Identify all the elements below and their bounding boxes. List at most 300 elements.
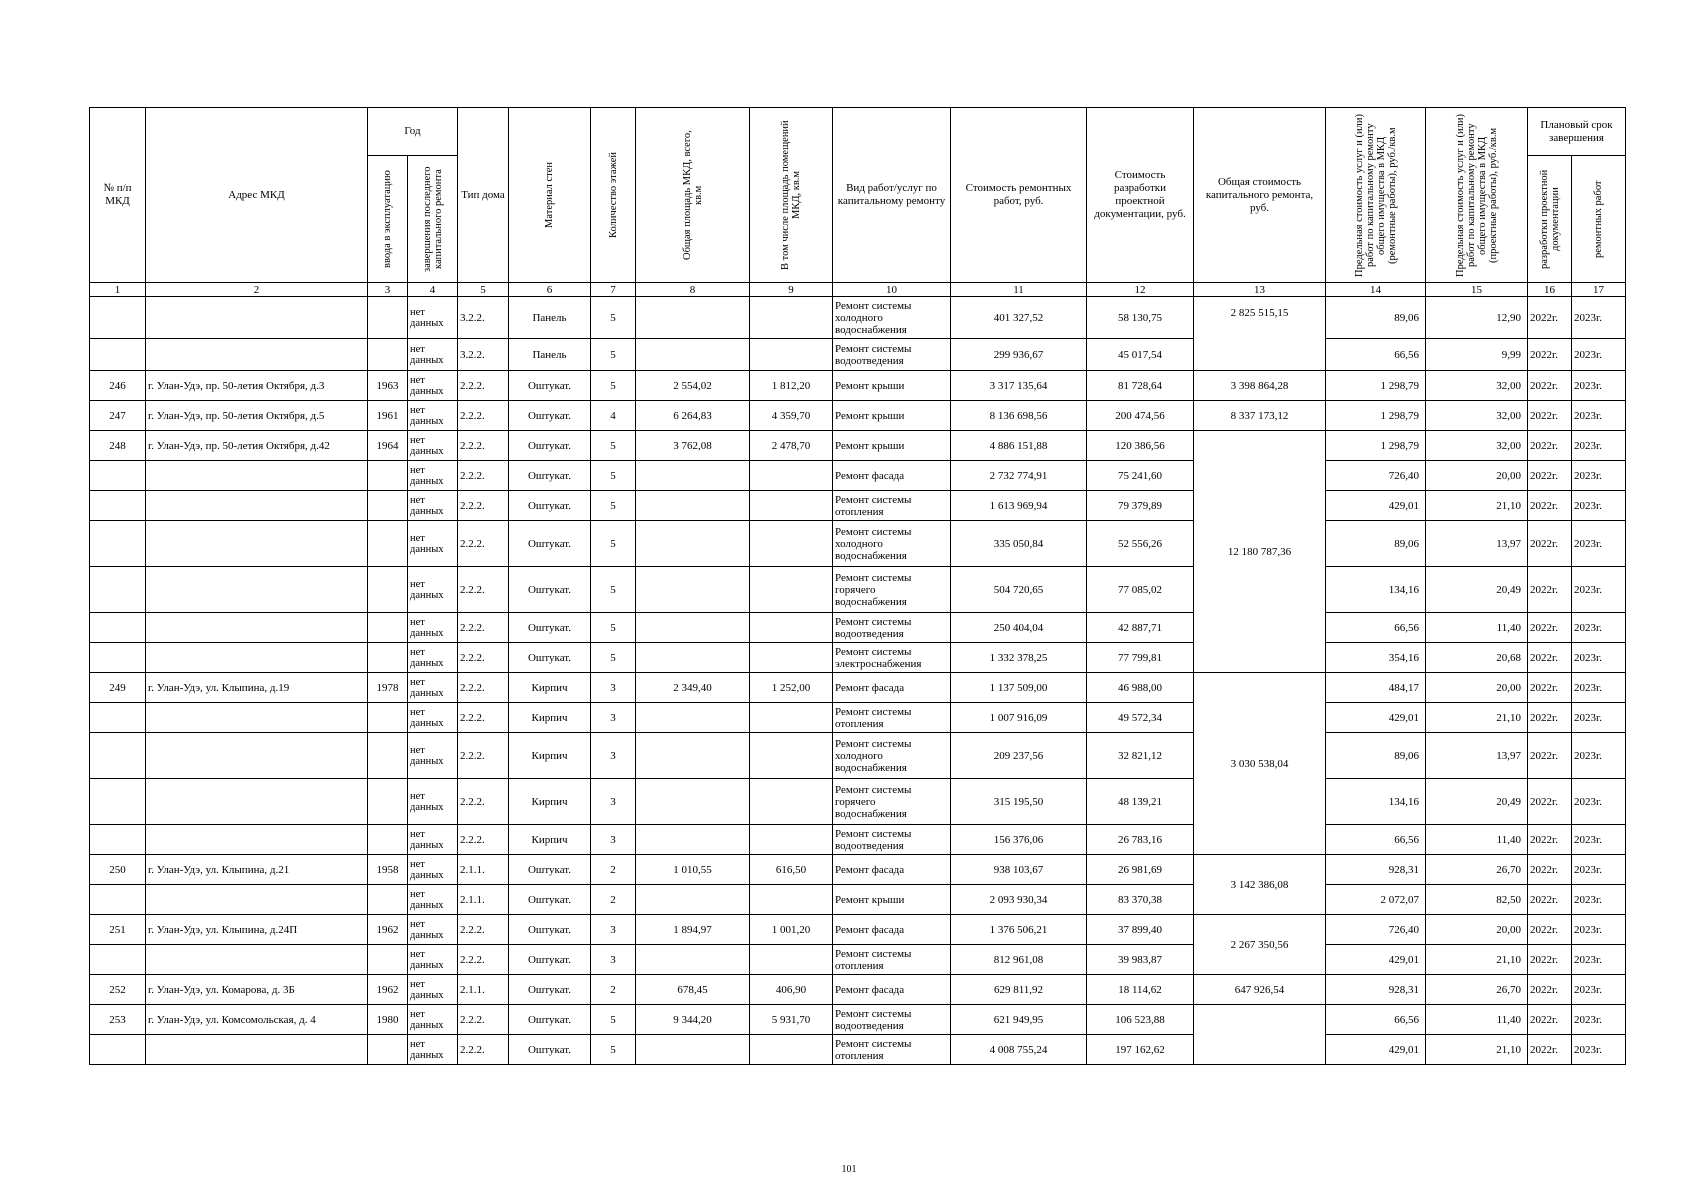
cell-number [90,521,146,567]
cell-limit-repair: 89,06 [1326,521,1426,567]
table-row [90,431,1626,461]
cell-repair-cost: 4 008 755,24 [951,1035,1087,1065]
cell-year-last-repair: нет данных [408,733,458,779]
column-number: 6 [509,283,591,297]
header-n: № п/п МКД [90,108,146,283]
cell-term-repair: 2023г. [1572,371,1626,401]
table-row [90,825,1626,855]
cell-year-last-repair: нет данных [408,401,458,431]
cell-limit-repair: 134,16 [1326,779,1426,825]
cell-total-area [636,643,750,673]
cell-year-last-repair: нет данных [408,613,458,643]
cell-design-cost: 42 887,71 [1087,613,1194,643]
table-row [90,915,1626,945]
cell-work-type: Ремонт системы электроснабжения [833,643,951,673]
cell-total-area: 1 894,97 [636,915,750,945]
cell-year-commission [368,521,408,567]
cell-limit-design: 12,90 [1426,297,1528,339]
cell-year-commission [368,1035,408,1065]
column-number: 7 [591,283,636,297]
cell-limit-design: 11,40 [1426,825,1528,855]
cell-year-last-repair: нет данных [408,673,458,703]
cell-term-design: 2022г. [1528,885,1572,915]
cell-premises-area: 1 001,20 [750,915,833,945]
cell-limit-design: 32,00 [1426,431,1528,461]
cell-address [146,521,368,567]
cell-total-area [636,825,750,855]
cell-floors: 5 [591,491,636,521]
cell-term-design: 2022г. [1528,703,1572,733]
cell-term-repair: 2023г. [1572,401,1626,431]
table-row [90,733,1626,779]
cell-total-cost: 12 180 787,36 [1194,431,1326,673]
cell-term-repair: 2023г. [1572,779,1626,825]
cell-wall-material: Оштукат. [509,401,591,431]
cell-design-cost: 45 017,54 [1087,339,1194,371]
cell-number [90,613,146,643]
cell-total-area [636,491,750,521]
cell-address: г. Улан-Удэ, ул. Комсомольская, д. 4 [146,1005,368,1035]
cell-year-commission: 1961 [368,401,408,431]
cell-limit-repair: 484,17 [1326,673,1426,703]
cell-term-design: 2022г. [1528,945,1572,975]
cell-house-type: 2.1.1. [458,885,509,915]
header-wall-material [509,108,591,283]
cell-house-type: 2.2.2. [458,779,509,825]
cell-limit-design: 82,50 [1426,885,1528,915]
cell-address [146,643,368,673]
cell-work-type: Ремонт крыши [833,885,951,915]
cell-floors: 3 [591,915,636,945]
cell-total-cost: 3 398 864,28 [1194,371,1326,401]
header-repair-cost: Стоимость ремонтных работ, руб. [951,108,1087,283]
cell-premises-area [750,733,833,779]
cell-premises-area: 1 252,00 [750,673,833,703]
cell-wall-material: Оштукат. [509,431,591,461]
cell-term-design: 2022г. [1528,825,1572,855]
cell-term-repair: 2023г. [1572,567,1626,613]
cell-limit-design: 13,97 [1426,521,1528,567]
cell-number: 247 [90,401,146,431]
cell-premises-area [750,297,833,339]
cell-number [90,461,146,491]
cell-wall-material: Оштукат. [509,1005,591,1035]
cell-repair-cost: 629 811,92 [951,975,1087,1005]
cell-house-type: 3.2.2. [458,297,509,339]
header-planned-term: Плановый срок завершения [1528,108,1626,156]
cell-address [146,1035,368,1065]
cell-house-type: 2.2.2. [458,613,509,643]
cell-year-commission [368,339,408,371]
cell-limit-design: 21,10 [1426,491,1528,521]
cell-limit-repair: 89,06 [1326,733,1426,779]
cell-address [146,613,368,643]
cell-wall-material: Оштукат. [509,521,591,567]
cell-address [146,779,368,825]
cell-wall-material: Оштукат. [509,567,591,613]
cell-limit-repair: 66,56 [1326,613,1426,643]
cell-premises-area [750,945,833,975]
cell-year-last-repair: нет данных [408,885,458,915]
header-limit-design [1426,108,1528,283]
cell-premises-area [750,703,833,733]
table-body [90,297,1626,1065]
cell-term-repair: 2023г. [1572,613,1626,643]
cell-design-cost: 52 556,26 [1087,521,1194,567]
cell-term-design: 2022г. [1528,779,1572,825]
cell-floors: 5 [591,521,636,567]
cell-limit-design: 21,10 [1426,703,1528,733]
cell-house-type: 2.2.2. [458,1005,509,1035]
cell-limit-repair: 1 298,79 [1326,431,1426,461]
cell-term-design: 2022г. [1528,673,1572,703]
cell-repair-cost: 1 007 916,09 [951,703,1087,733]
cell-number: 249 [90,673,146,703]
cell-year-commission [368,733,408,779]
cell-limit-repair: 89,06 [1326,297,1426,339]
cell-work-type: Ремонт фасада [833,461,951,491]
cell-work-type: Ремонт системы отопления [833,1035,951,1065]
cell-address [146,885,368,915]
cell-term-design: 2022г. [1528,975,1572,1005]
column-number: 12 [1087,283,1194,297]
cell-repair-cost: 1 613 969,94 [951,491,1087,521]
cell-premises-area [750,491,833,521]
cell-number [90,733,146,779]
cell-house-type: 3.2.2. [458,339,509,371]
cell-number: 252 [90,975,146,1005]
cell-term-design: 2022г. [1528,855,1572,885]
cell-limit-design: 20,49 [1426,567,1528,613]
cell-year-commission [368,297,408,339]
cell-address: г. Улан-Удэ, ул. Клыпина, д.24П [146,915,368,945]
cell-design-cost: 26 981,69 [1087,855,1194,885]
cell-repair-cost: 2 732 774,91 [951,461,1087,491]
table-row [90,401,1626,431]
header-year-commission-text: ввода в эксплуатацию [382,170,393,268]
cell-premises-area [750,339,833,371]
cell-wall-material: Оштукат. [509,371,591,401]
cell-limit-repair: 429,01 [1326,945,1426,975]
column-number: 9 [750,283,833,297]
cell-term-repair: 2023г. [1572,855,1626,885]
cell-repair-cost: 1 376 506,21 [951,915,1087,945]
cell-premises-area [750,643,833,673]
cell-limit-design: 26,70 [1426,855,1528,885]
cell-work-type: Ремонт системы водоотведения [833,613,951,643]
cell-total-cost: 3 030 538,04 [1194,673,1326,855]
cell-year-last-repair: нет данных [408,855,458,885]
cell-address: г. Улан-Удэ, пр. 50-летия Октября, д.3 [146,371,368,401]
table-row [90,1035,1626,1065]
header-term-repair [1572,156,1626,283]
cell-year-last-repair: нет данных [408,521,458,567]
cell-term-design: 2022г. [1528,371,1572,401]
cell-floors: 5 [591,371,636,401]
cell-term-design: 2022г. [1528,521,1572,567]
cell-floors: 3 [591,673,636,703]
cell-work-type: Ремонт системы горячего водоснабжения [833,779,951,825]
cell-total-area [636,521,750,567]
cell-limit-design: 32,00 [1426,401,1528,431]
cell-design-cost: 32 821,12 [1087,733,1194,779]
cell-year-last-repair: нет данных [408,703,458,733]
table-row [90,461,1626,491]
cell-wall-material: Оштукат. [509,643,591,673]
cell-address [146,945,368,975]
cell-house-type: 2.2.2. [458,1035,509,1065]
cell-design-cost: 77 799,81 [1087,643,1194,673]
cell-number [90,1035,146,1065]
cell-year-commission: 1978 [368,673,408,703]
cell-house-type: 2.2.2. [458,733,509,779]
cell-address [146,703,368,733]
cell-floors: 3 [591,779,636,825]
cell-number [90,885,146,915]
cell-total-area [636,297,750,339]
cell-premises-area: 2 478,70 [750,431,833,461]
cell-floors: 5 [591,1005,636,1035]
page-number: 101 [841,1164,857,1175]
cell-design-cost: 58 130,75 [1087,297,1194,339]
cell-total-area [636,339,750,371]
cell-floors: 5 [591,339,636,371]
cell-total-area [636,885,750,915]
cell-premises-area [750,521,833,567]
cell-limit-repair: 66,56 [1326,825,1426,855]
header-floors-text: Количество этажей [607,152,619,238]
cell-premises-area [750,461,833,491]
cell-repair-cost: 209 237,56 [951,733,1087,779]
header-term-design-text: разработки проектной документации [1538,169,1561,269]
cell-limit-design: 20,00 [1426,673,1528,703]
cell-limit-design: 11,40 [1426,1005,1528,1035]
cell-total-area [636,613,750,643]
cell-year-last-repair: нет данных [408,779,458,825]
header-total-area [636,108,750,283]
cell-limit-repair: 66,56 [1326,339,1426,371]
cell-number [90,643,146,673]
cell-address [146,461,368,491]
cell-repair-cost: 3 317 135,64 [951,371,1087,401]
table-row [90,297,1626,339]
cell-term-repair: 2023г. [1572,339,1626,371]
header-year: Год [368,108,458,156]
cell-limit-repair: 1 298,79 [1326,371,1426,401]
cell-term-design: 2022г. [1528,1005,1572,1035]
cell-premises-area [750,567,833,613]
cell-address: г. Улан-Удэ, пр. 50-летия Октября, д.42 [146,431,368,461]
register-table-container [89,107,1626,1065]
cell-design-cost: 81 728,64 [1087,371,1194,401]
cell-address [146,491,368,521]
cell-floors: 2 [591,855,636,885]
cell-design-cost: 197 162,62 [1087,1035,1194,1065]
cell-number: 251 [90,915,146,945]
cell-total-area: 2 349,40 [636,673,750,703]
cell-wall-material: Панель [509,339,591,371]
cell-limit-repair: 726,40 [1326,915,1426,945]
cell-premises-area [750,613,833,643]
column-number: 13 [1194,283,1326,297]
cell-house-type: 2.2.2. [458,673,509,703]
cell-floors: 2 [591,975,636,1005]
cell-floors: 3 [591,825,636,855]
cell-design-cost: 49 572,34 [1087,703,1194,733]
cell-floors: 5 [591,643,636,673]
cell-year-last-repair: нет данных [408,945,458,975]
cell-year-last-repair: нет данных [408,1005,458,1035]
cell-address [146,733,368,779]
cell-term-repair: 2023г. [1572,915,1626,945]
cell-limit-repair: 429,01 [1326,703,1426,733]
cell-total-cost: 2 267 350,56 [1194,915,1326,975]
cell-limit-design: 20,68 [1426,643,1528,673]
cell-year-last-repair: нет данных [408,1035,458,1065]
cell-year-commission [368,613,408,643]
cell-term-design: 2022г. [1528,401,1572,431]
cell-term-repair: 2023г. [1572,975,1626,1005]
cell-term-repair: 2023г. [1572,521,1626,567]
cell-premises-area [750,1035,833,1065]
cell-limit-design: 32,00 [1426,371,1528,401]
cell-term-repair: 2023г. [1572,825,1626,855]
cell-term-design: 2022г. [1528,339,1572,371]
cell-premises-area [750,825,833,855]
cell-work-type: Ремонт крыши [833,401,951,431]
table-row [90,339,1626,371]
cell-design-cost: 48 139,21 [1087,779,1194,825]
column-number: 11 [951,283,1087,297]
table-row [90,779,1626,825]
header-year-last-repair-text: завершения последнего капитального ремонта [421,166,444,272]
cell-total-cost: 647 926,54 [1194,975,1326,1005]
cell-year-last-repair: нет данных [408,297,458,339]
column-number: 4 [408,283,458,297]
table-row [90,491,1626,521]
column-number: 14 [1326,283,1426,297]
cell-work-type: Ремонт системы водоотведения [833,1005,951,1035]
cell-address [146,825,368,855]
cell-house-type: 2.2.2. [458,915,509,945]
cell-design-cost: 77 085,02 [1087,567,1194,613]
cell-term-repair: 2023г. [1572,945,1626,975]
cell-term-repair: 2023г. [1572,1035,1626,1065]
cell-number [90,297,146,339]
cell-address: г. Улан-Удэ, ул. Клыпина, д.21 [146,855,368,885]
cell-limit-design: 26,70 [1426,975,1528,1005]
cell-wall-material: Кирпич [509,779,591,825]
cell-design-cost: 200 474,56 [1087,401,1194,431]
cell-year-commission: 1958 [368,855,408,885]
cell-year-commission [368,779,408,825]
cell-repair-cost: 335 050,84 [951,521,1087,567]
cell-house-type: 2.2.2. [458,567,509,613]
cell-total-area: 1 010,55 [636,855,750,885]
cell-total-cost [1194,1005,1326,1065]
header-work-type: Вид работ/услуг по капитальному ремонту [833,108,951,283]
cell-work-type: Ремонт системы холодного водоснабжения [833,521,951,567]
cell-repair-cost: 250 404,04 [951,613,1087,643]
cell-term-design: 2022г. [1528,643,1572,673]
cell-limit-repair: 429,01 [1326,1035,1426,1065]
header-year-last-repair [408,156,458,283]
cell-work-type: Ремонт системы отопления [833,945,951,975]
cell-number: 250 [90,855,146,885]
cell-number [90,491,146,521]
cell-premises-area: 5 931,70 [750,1005,833,1035]
cell-year-commission: 1963 [368,371,408,401]
cell-house-type: 2.2.2. [458,703,509,733]
cell-term-design: 2022г. [1528,431,1572,461]
cell-house-type: 2.2.2. [458,491,509,521]
cell-premises-area: 616,50 [750,855,833,885]
cell-limit-design: 13,97 [1426,733,1528,779]
header-year-commission [368,156,408,283]
cell-total-area: 3 762,08 [636,431,750,461]
cell-wall-material: Кирпич [509,703,591,733]
cell-number: 253 [90,1005,146,1035]
cell-term-design: 2022г. [1528,461,1572,491]
table-row [90,855,1626,885]
cell-repair-cost: 621 949,95 [951,1005,1087,1035]
cell-total-area [636,1035,750,1065]
cell-year-last-repair: нет данных [408,825,458,855]
cell-premises-area [750,885,833,915]
header-house-type: Тип дома [458,108,509,283]
cell-work-type: Ремонт системы отопления [833,491,951,521]
cell-year-commission: 1964 [368,431,408,461]
cell-term-repair: 2023г. [1572,673,1626,703]
cell-design-cost: 79 379,89 [1087,491,1194,521]
cell-year-last-repair: нет данных [408,339,458,371]
cell-repair-cost: 938 103,67 [951,855,1087,885]
cell-repair-cost: 504 720,65 [951,567,1087,613]
cell-limit-design: 9,99 [1426,339,1528,371]
cell-work-type: Ремонт системы горячего водоснабжения [833,567,951,613]
capital-repair-table [89,107,1626,1065]
cell-work-type: Ремонт системы холодного водоснабжения [833,297,951,339]
cell-design-cost: 75 241,60 [1087,461,1194,491]
table-row [90,975,1626,1005]
cell-term-repair: 2023г. [1572,733,1626,779]
cell-repair-cost: 299 936,67 [951,339,1087,371]
cell-year-last-repair: нет данных [408,567,458,613]
cell-work-type: Ремонт системы водоотведения [833,825,951,855]
cell-year-commission [368,885,408,915]
cell-term-repair: 2023г. [1572,1005,1626,1035]
cell-house-type: 2.2.2. [458,461,509,491]
cell-total-area: 678,45 [636,975,750,1005]
cell-wall-material: Кирпич [509,733,591,779]
cell-total-cost: 3 142 386,08 [1194,855,1326,915]
column-number: 15 [1426,283,1528,297]
cell-design-cost: 39 983,87 [1087,945,1194,975]
cell-wall-material: Оштукат. [509,945,591,975]
cell-number [90,703,146,733]
header-wall-material-text: Материал стен [544,162,555,228]
cell-floors: 5 [591,567,636,613]
cell-total-area [636,703,750,733]
cell-design-cost: 46 988,00 [1087,673,1194,703]
cell-term-repair: 2023г. [1572,643,1626,673]
cell-premises-area: 4 359,70 [750,401,833,431]
table-row [90,567,1626,613]
cell-year-last-repair: нет данных [408,461,458,491]
cell-limit-repair: 66,56 [1326,1005,1426,1035]
cell-term-design: 2022г. [1528,1035,1572,1065]
cell-wall-material: Оштукат. [509,613,591,643]
